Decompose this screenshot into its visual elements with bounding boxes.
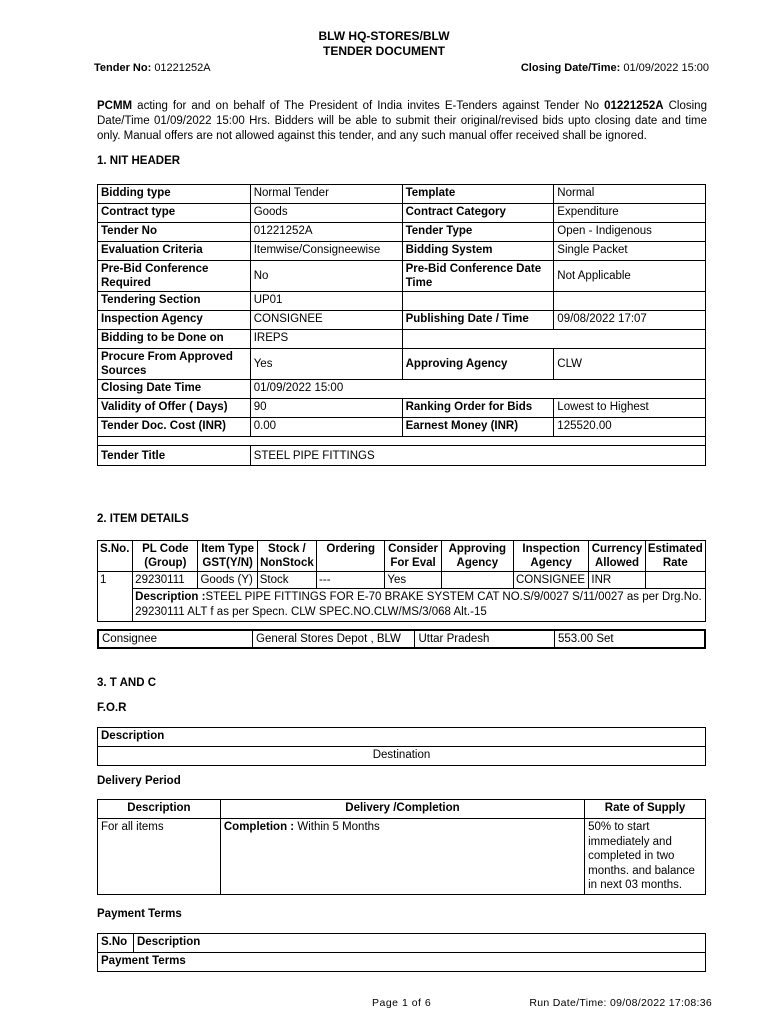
- nit-value: Normal: [554, 185, 706, 204]
- nit-table: [97, 184, 706, 466]
- col-header: Rate of Supply: [585, 800, 706, 819]
- description-text: STEEL PIPE FITTINGS FOR E-70 BRAKE SYSTEM CAT NO.S/9/0027 S/11/0027 as per Drg.No. 29230111 ALT f as per Specn. CLW SPEC.NO.CLW/MS/3/068 Alt.-15: [135, 591, 702, 618]
- item-details-table: [97, 540, 706, 622]
- col-header: Stock / NonStock: [257, 541, 316, 572]
- description-label: Description :: [135, 591, 206, 603]
- col-header: S.No: [98, 934, 134, 953]
- nit-label: Procure From Approved Sources: [98, 349, 251, 380]
- nit-label: Approving Agency: [402, 349, 554, 380]
- for-heading: F.O.R: [97, 702, 127, 714]
- nit-label: Validity of Offer ( Days): [98, 399, 251, 418]
- for-col-header: Description: [98, 728, 706, 747]
- nit-label: Evaluation Criteria: [98, 242, 251, 261]
- item-details-heading: 2. ITEM DETAILS: [97, 513, 189, 525]
- table-cell: [645, 572, 705, 589]
- document-title: TENDER DOCUMENT: [323, 44, 445, 58]
- nit-label: Bidding System: [402, 242, 554, 261]
- nit-row: [98, 311, 706, 330]
- col-header: Estimated Rate: [645, 541, 705, 572]
- nit-label: Ranking Order for Bids: [402, 399, 554, 418]
- nit-row: [98, 418, 706, 437]
- nit-label: Bidding to be Done on: [98, 330, 251, 349]
- table-cell: 1: [98, 572, 133, 622]
- for-table: [97, 727, 706, 766]
- consignee-label: Consignee: [98, 630, 253, 648]
- run-date-time: Run Date/Time: 09/08/2022 17:08:36: [529, 997, 712, 1009]
- nit-value: 0.00: [250, 418, 402, 437]
- consignee-name: General Stores Depot , BLW: [253, 630, 415, 648]
- nit-value: CLW: [554, 349, 706, 380]
- nit-empty-cell: [402, 292, 554, 311]
- table-cell: Goods (Y): [198, 572, 257, 589]
- page-number: Page 1 of 6: [372, 997, 432, 1009]
- table-cell: Yes: [385, 572, 441, 589]
- payment-heading: Payment Terms: [97, 908, 182, 920]
- nit-value: Normal Tender: [250, 185, 402, 204]
- nit-value: UP01: [250, 292, 402, 311]
- nit-label: Tender Doc. Cost (INR): [98, 418, 251, 437]
- nit-row: [98, 261, 706, 292]
- rate-of-supply: 50% to start immediately and completed in two months. and balance in next 03 months.: [585, 819, 706, 895]
- nit-row: [98, 242, 706, 261]
- nit-row: [98, 349, 706, 380]
- item-row: [98, 572, 706, 589]
- nit-label: Contract Category: [402, 204, 554, 223]
- table-cell: 29230111: [133, 572, 198, 589]
- col-header: Inspection Agency: [514, 541, 589, 572]
- nit-value: Goods: [250, 204, 402, 223]
- col-header: PL Code (Group): [133, 541, 198, 572]
- item-header-row: [98, 541, 706, 572]
- for-value: Destination: [98, 747, 706, 766]
- consignee-table: [97, 629, 706, 649]
- delivery-row: [98, 819, 706, 895]
- intro-tender-no: 01221252A: [604, 100, 664, 112]
- nit-row: [98, 446, 706, 466]
- consignee-state: Uttar Pradesh: [415, 630, 555, 648]
- tender-title-value: STEEL PIPE FITTINGS: [250, 446, 705, 466]
- for-header-row: [98, 728, 706, 747]
- payment-table: [97, 933, 706, 972]
- table-cell: Stock: [257, 572, 316, 589]
- nit-label: Contract type: [98, 204, 251, 223]
- nit-value: Yes: [250, 349, 402, 380]
- completion-label: Completion :: [223, 821, 295, 833]
- nit-value: 09/08/2022 17:07: [554, 311, 706, 330]
- nit-value: IREPS: [250, 330, 402, 349]
- delivery-heading: Delivery Period: [97, 775, 181, 787]
- nit-value: 90: [250, 399, 402, 418]
- col-header: Approving Agency: [441, 541, 513, 572]
- delivery-description: For all items: [98, 819, 221, 895]
- nit-row: [98, 292, 706, 311]
- table-cell: ---: [317, 572, 385, 589]
- nit-value: Itemwise/Consigneewise: [250, 242, 402, 261]
- nit-heading: 1. NIT HEADER: [97, 155, 181, 167]
- nit-label: Pre-Bid Conference Required: [98, 261, 251, 292]
- nit-label: Publishing Date / Time: [402, 311, 554, 330]
- nit-value: No: [250, 261, 402, 292]
- col-header: Description: [134, 934, 706, 953]
- nit-label: Tender No: [98, 223, 251, 242]
- nit-value: Open - Indigenous: [554, 223, 706, 242]
- payment-terms-row: Payment Terms: [98, 953, 706, 972]
- nit-empty-cell: [98, 437, 706, 446]
- payment-header-row: [98, 934, 706, 953]
- nit-value: 01221252A: [250, 223, 402, 242]
- intro-text-1: acting for and on behalf of The President of India invites E-Tenders against Tender No: [132, 100, 605, 112]
- nit-label: Tendering Section: [98, 292, 251, 311]
- col-header: Ordering: [317, 541, 385, 572]
- for-row: [98, 747, 706, 766]
- col-header: Delivery /Completion: [220, 800, 584, 819]
- nit-empty-cell: [402, 330, 705, 349]
- nit-label: Tender Type: [402, 223, 554, 242]
- table-cell: CONSIGNEE: [514, 572, 589, 589]
- intro-text-2: Closing Date/Time 01/09/2022 15:00 Hrs. Bidders will be able to submit their original/revised bids upto closing date and time only. Manual offers are not allowed against this tender, and any such manual offer received shall be ignored.: [97, 100, 707, 142]
- nit-value: Lowest to Highest: [554, 399, 706, 418]
- nit-value: 125520.00: [554, 418, 706, 437]
- col-header: S.No.: [98, 541, 133, 572]
- nit-label: Pre-Bid Conference Date Time: [402, 261, 554, 292]
- payment-row: [98, 953, 706, 972]
- delivery-completion: [220, 819, 584, 895]
- delivery-table: [97, 799, 706, 895]
- nit-label: Tender Title: [98, 446, 251, 466]
- nit-row: [98, 223, 706, 242]
- nit-row: [98, 330, 706, 349]
- consignee-row: [98, 630, 705, 648]
- nit-row: [98, 185, 706, 204]
- nit-label: Bidding type: [98, 185, 251, 204]
- nit-value: 01/09/2022 15:00: [250, 380, 705, 399]
- nit-value: CONSIGNEE: [250, 311, 402, 330]
- tender-no-value: 01221252A: [154, 62, 211, 74]
- col-header: Description: [98, 800, 221, 819]
- item-description: [133, 589, 706, 622]
- consignee-quantity: 553.00 Set: [555, 630, 706, 648]
- nit-value: Single Packet: [554, 242, 706, 261]
- table-cell: [441, 572, 513, 589]
- nit-label: Template: [402, 185, 554, 204]
- nit-label: Inspection Agency: [98, 311, 251, 330]
- nit-label: Earnest Money (INR): [402, 418, 554, 437]
- tandc-heading: 3. T AND C: [97, 677, 156, 689]
- tender-no-label: Tender No:: [94, 62, 152, 74]
- intro-paragraph: [97, 99, 707, 144]
- item-description-row: [98, 589, 706, 622]
- nit-row: [98, 380, 706, 399]
- intro-org: PCMM: [97, 100, 133, 112]
- closing-label: Closing Date/Time:: [520, 62, 621, 74]
- header-org: BLW HQ-STORES/BLW: [318, 29, 450, 43]
- tender-no-field: [94, 62, 211, 74]
- nit-row: [98, 399, 706, 418]
- nit-value: Expenditure: [554, 204, 706, 223]
- col-header: Consider For Eval: [385, 541, 441, 572]
- nit-row: [98, 204, 706, 223]
- nit-spacer-row: [98, 437, 706, 446]
- delivery-header-row: [98, 800, 706, 819]
- nit-value: Not Applicable: [554, 261, 706, 292]
- completion-value: Within 5 Months: [294, 821, 380, 833]
- col-header: Currency Allowed: [589, 541, 645, 572]
- col-header: Item Type GST(Y/N): [198, 541, 257, 572]
- closing-field: [521, 62, 709, 74]
- nit-empty-cell: [554, 292, 706, 311]
- table-cell: INR: [589, 572, 645, 589]
- closing-value: 01/09/2022 15:00: [623, 62, 709, 74]
- nit-label: Closing Date Time: [98, 380, 251, 399]
